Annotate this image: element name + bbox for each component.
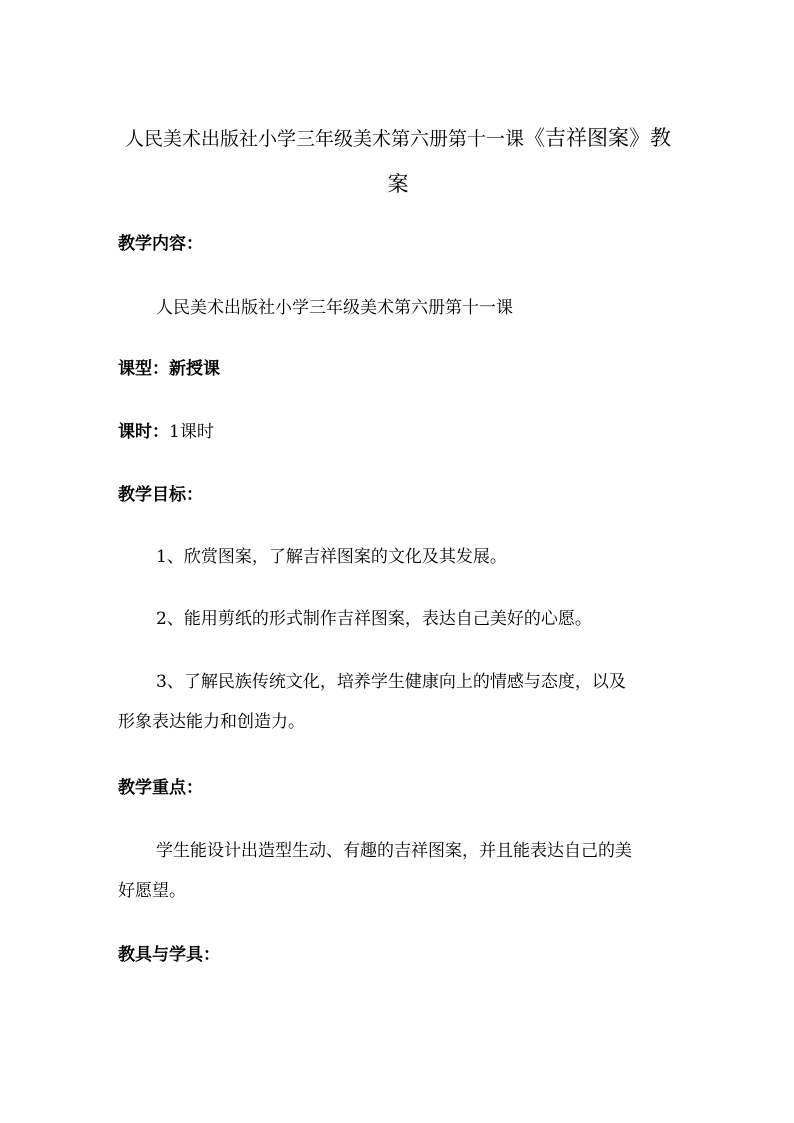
lesson-type-line <box>118 357 220 381</box>
key-points-line2: 好愿望。 <box>118 881 186 901</box>
document-title-continuation <box>118 170 678 199</box>
document-title <box>118 124 678 153</box>
lesson-hours-label: 课时： <box>118 422 169 442</box>
lesson-type-label: 课型： <box>118 359 169 379</box>
key-points-heading: 教学重点： <box>118 778 203 798</box>
lesson-hours-value: 1课时 <box>169 422 214 442</box>
goal-item-1: 1、欣赏图案，了解吉祥图案的文化及其发展。 <box>156 547 507 567</box>
lesson-type-value: 新授课 <box>169 359 220 379</box>
tools-heading: 教具与学具： <box>118 945 220 965</box>
title-lesson-name: 《吉祥图案》教 <box>524 126 671 150</box>
content-heading: 教学内容： <box>118 234 203 254</box>
lesson-hours-line <box>118 420 214 444</box>
content-text: 人民美术出版社小学三年级美术第六册第十一课 <box>156 298 513 318</box>
goal-item-2: 2、能用剪纸的形式制作吉祥图案，表达自己美好的心愿。 <box>156 609 592 629</box>
goal-item-3-line2: 形象表达能力和创造力。 <box>118 712 305 732</box>
goals-heading: 教学目标： <box>118 485 203 505</box>
key-points-line1: 学生能设计出造型生动、有趣的吉祥图案，并且能表达自己的美 <box>156 841 632 861</box>
title-main-text: 人民美术出版社小学三年级美术第六册第十一课 <box>124 128 524 150</box>
title-line2-text: 案 <box>387 172 409 196</box>
goal-item-3-line1: 3、了解民族传统文化，培养学生健康向上的情感与态度，以及 <box>156 672 626 692</box>
